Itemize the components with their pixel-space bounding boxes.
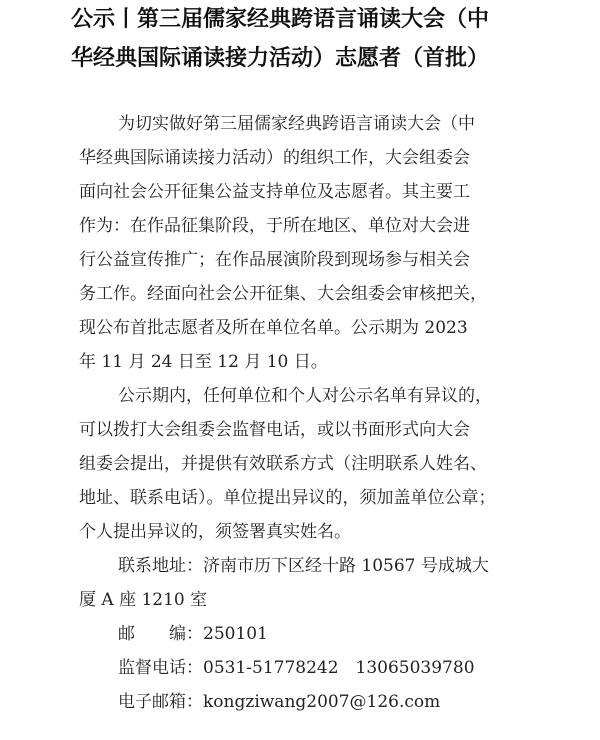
paragraph-2-line-3: 组委会提出，并提供有效联系方式（注明联系人姓名、 (79, 454, 487, 474)
contact-address-line-2: 厦 A 座 1210 室 (79, 590, 208, 610)
paragraph-1-line-2: 华经典国际诵读接力活动）的组织工作，大会组委会 (79, 148, 470, 168)
email-line: 电子邮箱：kongziwang2007@126.com (118, 692, 441, 712)
supervision-phone-line: 监督电话：0531-51778242 13065039780 (118, 658, 475, 678)
paragraph-1-line-3: 面向社会公开征集公益支持单位及志愿者。其主要工 (79, 182, 470, 202)
paragraph-1-line-6: 务工作。经面向社会公开征集、大会组委会审核把关， (79, 284, 487, 304)
paragraph-1-line-7: 现公布首批志愿者及所在单位名单。公示期为 2023 (79, 318, 468, 338)
postal-code-line: 邮 编：250101 (118, 624, 268, 644)
paragraph-2-line-1: 公示期内，任何单位和个人对公示名单有异议的， (118, 386, 492, 406)
paragraph-2-line-5: 个人提出异议的，须签署真实姓名。 (79, 522, 351, 542)
paragraph-2-line-2: 可以拨打大会组委会监督电话，或以书面形式向大会 (79, 420, 470, 440)
paragraph-1-line-1: 为切实做好第三届儒家经典跨语言诵读大会（中 (118, 114, 475, 134)
paragraph-2-line-4: 地址、联系电话）。单位提出异议的，须加盖单位公章； (79, 488, 496, 508)
title-line-2: 华经典国际诵读接力活动）志愿者（首批） (71, 46, 490, 71)
paragraph-1-line-8: 年 11 月 24 日至 12 月 10 日。 (79, 352, 328, 372)
contact-address-line-1: 联系地址：济南市历下区经十路 10567 号成城大 (118, 556, 489, 576)
paragraph-1-line-5: 行公益宣传推广；在作品展演阶段到现场参与相关会 (79, 250, 470, 270)
title-line-1: 公示丨第三届儒家经典跨语言诵读大会（中 (71, 7, 490, 32)
paragraph-1-line-4: 作为：在作品征集阶段，于所在地区、单位对大会进 (79, 216, 470, 236)
